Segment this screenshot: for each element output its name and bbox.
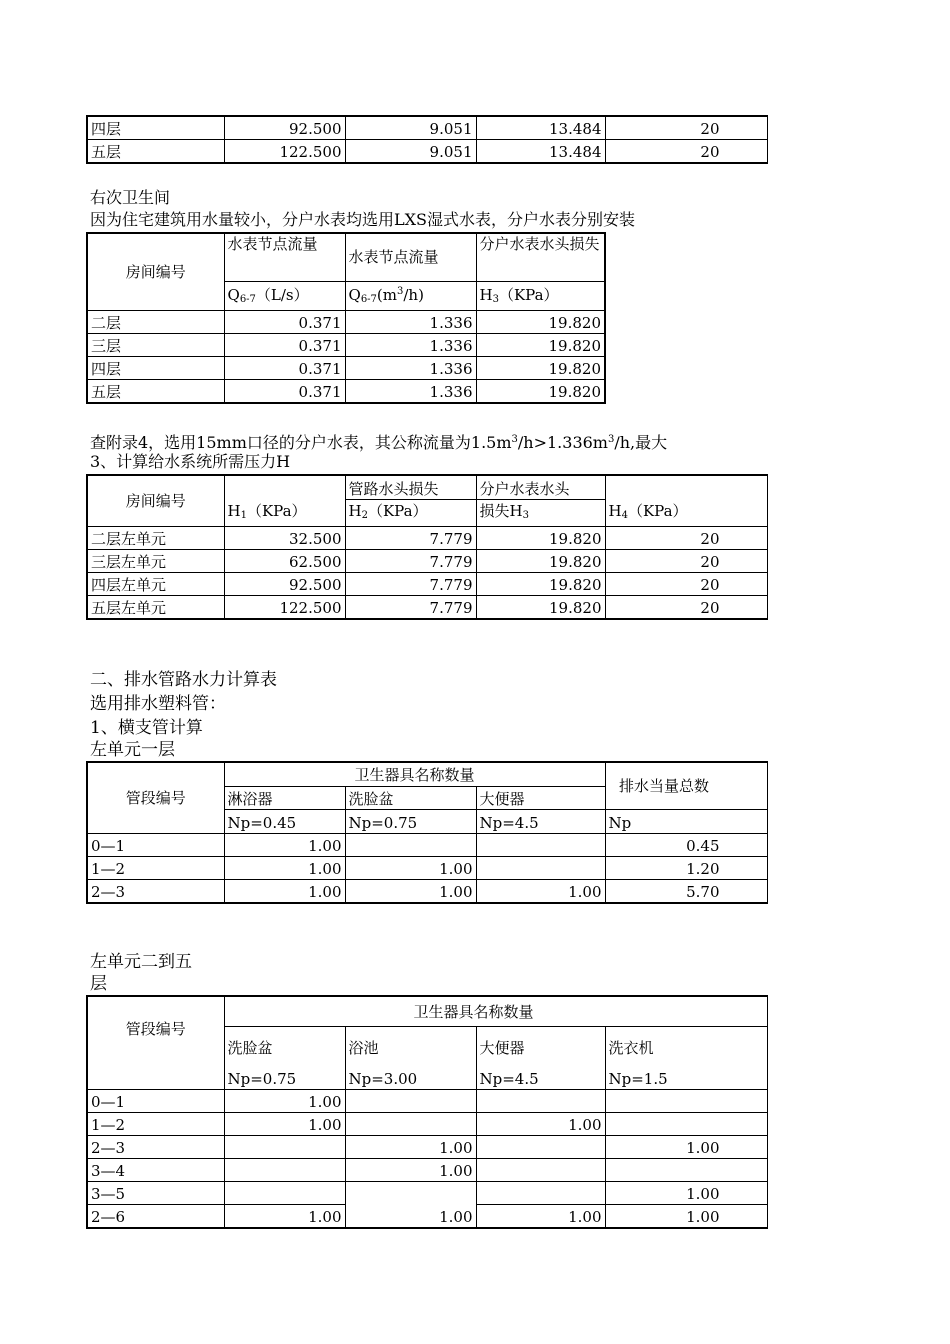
np-basin: Np=0.75: [345, 810, 476, 834]
drain-table-1: [86, 761, 768, 904]
cell-basin: 1.00: [224, 1113, 345, 1136]
cell-h3: 19.820: [476, 527, 605, 550]
unit-q: H: [608, 502, 622, 520]
table-row: [87, 527, 767, 550]
table-row: [87, 1159, 767, 1182]
cell-h2: 9.051: [345, 116, 476, 140]
drain-table-2: [86, 995, 768, 1229]
cell-bath: 1.00: [345, 1205, 476, 1229]
table-row: [87, 311, 605, 334]
cell-total: 1.20: [605, 857, 767, 880]
unit-rest: （KPa）: [246, 502, 307, 520]
cell-segment: 3—4: [87, 1159, 224, 1182]
cell-qm: 1.336: [345, 357, 476, 380]
drain-line-1: 选用排水塑料管：: [90, 694, 226, 714]
cell-h: 19.820: [476, 380, 605, 404]
table-row: [87, 380, 605, 404]
cell-bath: [345, 1113, 476, 1136]
np-basin: Np=0.75: [224, 1058, 345, 1089]
cell-h1: 92.500: [224, 116, 345, 140]
section-note-meter: 因为住宅建筑用水量较小，分户水表均选用LXS湿式水表，分户水表分别安装: [90, 210, 635, 229]
cell-h2: 7.779: [345, 550, 476, 573]
pressure-table-clip: [86, 474, 722, 624]
table-row: [87, 857, 767, 880]
cell-h4: 20: [605, 573, 767, 596]
cell-segment: 2—3: [87, 880, 224, 904]
meter-table: [86, 232, 606, 404]
cell-bath: 1.00: [345, 1136, 476, 1159]
header-bath: 浴池: [345, 1027, 476, 1058]
cell-basin: [224, 1136, 345, 1159]
header-shower: 淋浴器: [224, 787, 345, 810]
cell-h3: 19.820: [476, 596, 605, 620]
header-h1: [224, 475, 345, 527]
np-washer: Np=1.5: [605, 1058, 767, 1089]
cell-toilet: [476, 1182, 605, 1205]
header-toilet: 大便器: [476, 787, 605, 810]
unit-q: H: [227, 502, 241, 520]
drain-line-2: 1、横支管计算: [90, 718, 203, 738]
header-fixtures: 卫生器具名称数量: [224, 762, 605, 787]
header-meter-loss-b: [476, 500, 605, 527]
row-label: 二层左单元: [87, 527, 224, 550]
cell-h2: 7.779: [345, 527, 476, 550]
cell-h4: 20: [605, 116, 767, 140]
section-title-pressure: 3、计算给水系统所需压力H: [90, 452, 291, 471]
note-part: /h,最大: [614, 433, 668, 452]
cell-washer: [605, 1113, 767, 1136]
cell-bath: [345, 1090, 476, 1113]
cell-basin: 1.00: [345, 880, 476, 904]
header-meter-loss-a: 分户水表水头: [476, 475, 605, 500]
cell-toilet: [476, 1159, 605, 1182]
unit-sub: 3: [522, 510, 529, 521]
drain2-title-b: 层: [90, 974, 107, 994]
unit-rest: /h): [403, 286, 424, 304]
cell-h3: 13.484: [476, 116, 605, 140]
drain-table-1-clip: [86, 761, 722, 905]
cell-total: 0.45: [605, 834, 767, 857]
np-total: Np: [605, 810, 767, 834]
unit-sub: 6-7: [239, 294, 256, 305]
unit-q: H: [479, 286, 493, 304]
cell-h1: 62.500: [224, 550, 345, 573]
row-label: 四层左单元: [87, 573, 224, 596]
cell-segment: 2—3: [87, 1136, 224, 1159]
unit-q: H: [348, 502, 362, 520]
table-row: [87, 1205, 767, 1229]
top-table-clip: [86, 115, 722, 165]
drain-table-2-clip: [86, 995, 722, 1226]
table-row: [87, 140, 767, 164]
header-basin: 洗脸盆: [345, 787, 476, 810]
section-title-right-bathroom: 右次卫生间: [90, 188, 171, 207]
cell-washer: 1.00: [605, 1136, 767, 1159]
np-toilet: Np=4.5: [476, 1058, 605, 1089]
row-label: 四层: [87, 357, 224, 380]
header-basin: 洗脸盆: [224, 1027, 345, 1058]
note-sup: 3: [607, 434, 615, 445]
header-segment: 管段编号: [87, 996, 224, 1090]
unit-m3h: [345, 281, 476, 310]
unit-sub: 1: [240, 510, 247, 521]
table-row: [87, 116, 767, 140]
unit-sub: 2: [361, 510, 368, 521]
table-row: [87, 573, 767, 596]
drain-line-3: 左单元一层: [90, 740, 175, 760]
cell-toilet: [476, 857, 605, 880]
section-title-drainage: 二、排水管路水力计算表: [90, 670, 277, 690]
table-row: [87, 550, 767, 573]
cell-total: 5.70: [605, 880, 767, 904]
unit-sup: 3: [397, 286, 404, 297]
header-row: [87, 475, 767, 500]
drain2-title-a: 左单元二到五: [90, 952, 192, 972]
cell-shower: 1.00: [224, 834, 345, 857]
note-part: /h>1.336m: [517, 433, 608, 452]
cell-h2: 9.051: [345, 140, 476, 164]
cell-basin: [224, 1182, 345, 1205]
cell-segment: 1—2: [87, 857, 224, 880]
table-row: [87, 1113, 767, 1136]
cell-h4: 20: [605, 527, 767, 550]
np-toilet: Np=4.5: [476, 810, 605, 834]
cell-segment: 0—1: [87, 834, 224, 857]
table-row: [87, 357, 605, 380]
unit-q: Q: [227, 286, 240, 304]
cell-washer: 1.00: [605, 1205, 767, 1229]
unit-rest: （KPa）: [367, 502, 428, 520]
cell-h3: 19.820: [476, 573, 605, 596]
cell-h1: 32.500: [224, 527, 345, 550]
unit-ls: [224, 281, 345, 310]
header-washer: 洗衣机: [605, 1027, 767, 1058]
unit-sub: 4: [621, 510, 628, 521]
cell-toilet: 1.00: [476, 880, 605, 904]
header-flow-m3h: 水表节点流量: [345, 233, 476, 281]
np-bath: Np=3.00: [345, 1058, 476, 1089]
cell-h3: 19.820: [476, 550, 605, 573]
cell-washer: [605, 1090, 767, 1113]
cell-q: 0.371: [224, 380, 345, 404]
cell-h1: 92.500: [224, 573, 345, 596]
cell-h: 19.820: [476, 334, 605, 357]
cell-h2: 7.779: [345, 573, 476, 596]
cell-h1: 122.500: [224, 596, 345, 620]
unit-rest: (m: [376, 286, 397, 304]
table-row: [87, 596, 767, 620]
cell-washer: 1.00: [605, 1182, 767, 1205]
cell-h4: 20: [605, 140, 767, 164]
unit-rest: （KPa）: [627, 502, 688, 520]
unit-sub: 3: [492, 294, 499, 305]
appendix-note: [90, 430, 722, 453]
header-row: [87, 233, 605, 281]
cell-q: 0.371: [224, 357, 345, 380]
unit-h3: [476, 281, 605, 310]
cell-toilet: [476, 834, 605, 857]
cell-h2: 7.779: [345, 596, 476, 620]
cell-segment: 2—6: [87, 1205, 224, 1229]
cell-bath: [345, 1182, 476, 1205]
header-room: 房间编号: [87, 475, 224, 527]
table-row: [87, 1136, 767, 1159]
cell-basin: 1.00: [224, 1090, 345, 1113]
row-label: 三层: [87, 334, 224, 357]
header-toilet: 大便器: [476, 1027, 605, 1058]
cell-toilet: 1.00: [476, 1205, 605, 1229]
cell-qm: 1.336: [345, 334, 476, 357]
header-total: 排水当量总数: [605, 762, 767, 810]
note-sup: 3: [511, 434, 518, 445]
cell-toilet: [476, 1136, 605, 1159]
pressure-table: [86, 474, 768, 620]
header-fixtures: 卫生器具名称数量: [224, 996, 767, 1027]
row-label: 四层: [87, 116, 224, 140]
top-table: [86, 115, 768, 164]
row-label: 五层: [87, 380, 224, 404]
header-h4: [605, 475, 767, 527]
cell-segment: 0—1: [87, 1090, 224, 1113]
row-label: 五层: [87, 140, 224, 164]
header-loss: 分户水表水头损失: [476, 233, 605, 281]
row-label: 三层左单元: [87, 550, 224, 573]
unit-rest: （KPa）: [498, 286, 559, 304]
cell-toilet: [476, 1090, 605, 1113]
header-room: 房间编号: [87, 233, 224, 311]
table-row: [87, 1182, 767, 1205]
cell-q: 0.371: [224, 311, 345, 334]
cell-shower: 1.00: [224, 857, 345, 880]
header-h2: [345, 500, 476, 527]
unit-rest: （L/s）: [255, 286, 309, 304]
cell-basin: [224, 1159, 345, 1182]
cell-toilet: 1.00: [476, 1113, 605, 1136]
cell-qm: 1.336: [345, 311, 476, 334]
table-row: [87, 334, 605, 357]
cell-bath: 1.00: [345, 1159, 476, 1182]
header-row: [87, 996, 767, 1027]
cell-q: 0.371: [224, 334, 345, 357]
cell-basin: 1.00: [224, 1205, 345, 1229]
cell-h3: 13.484: [476, 140, 605, 164]
cell-shower: 1.00: [224, 880, 345, 904]
unit-q: 损失H: [479, 502, 523, 520]
cell-basin: 1.00: [345, 857, 476, 880]
cell-h1: 122.500: [224, 140, 345, 164]
row-label: 五层左单元: [87, 596, 224, 620]
cell-basin: [345, 834, 476, 857]
cell-h: 19.820: [476, 311, 605, 334]
unit-q: Q: [348, 286, 361, 304]
cell-h4: 20: [605, 550, 767, 573]
cell-washer: [605, 1159, 767, 1182]
cell-h4: 20: [605, 596, 767, 620]
row-label: 二层: [87, 311, 224, 334]
note-part: 查附录4，选用15mm口径的分户水表，其公称流量为1.5m: [90, 433, 512, 452]
cell-segment: 3—5: [87, 1182, 224, 1205]
cell-h: 19.820: [476, 357, 605, 380]
table-row: [87, 1090, 767, 1113]
unit-sub: 6-7: [360, 294, 377, 305]
table-row: [87, 880, 767, 904]
table-row: [87, 834, 767, 857]
header-row: [87, 762, 767, 787]
header-pipe-loss: 管路水头损失: [345, 475, 476, 500]
cell-segment: 1—2: [87, 1113, 224, 1136]
cell-qm: 1.336: [345, 380, 476, 404]
header-flow-ls: 水表节点流量: [224, 233, 345, 281]
header-segment: 管段编号: [87, 762, 224, 834]
np-shower: Np=0.45: [224, 810, 345, 834]
